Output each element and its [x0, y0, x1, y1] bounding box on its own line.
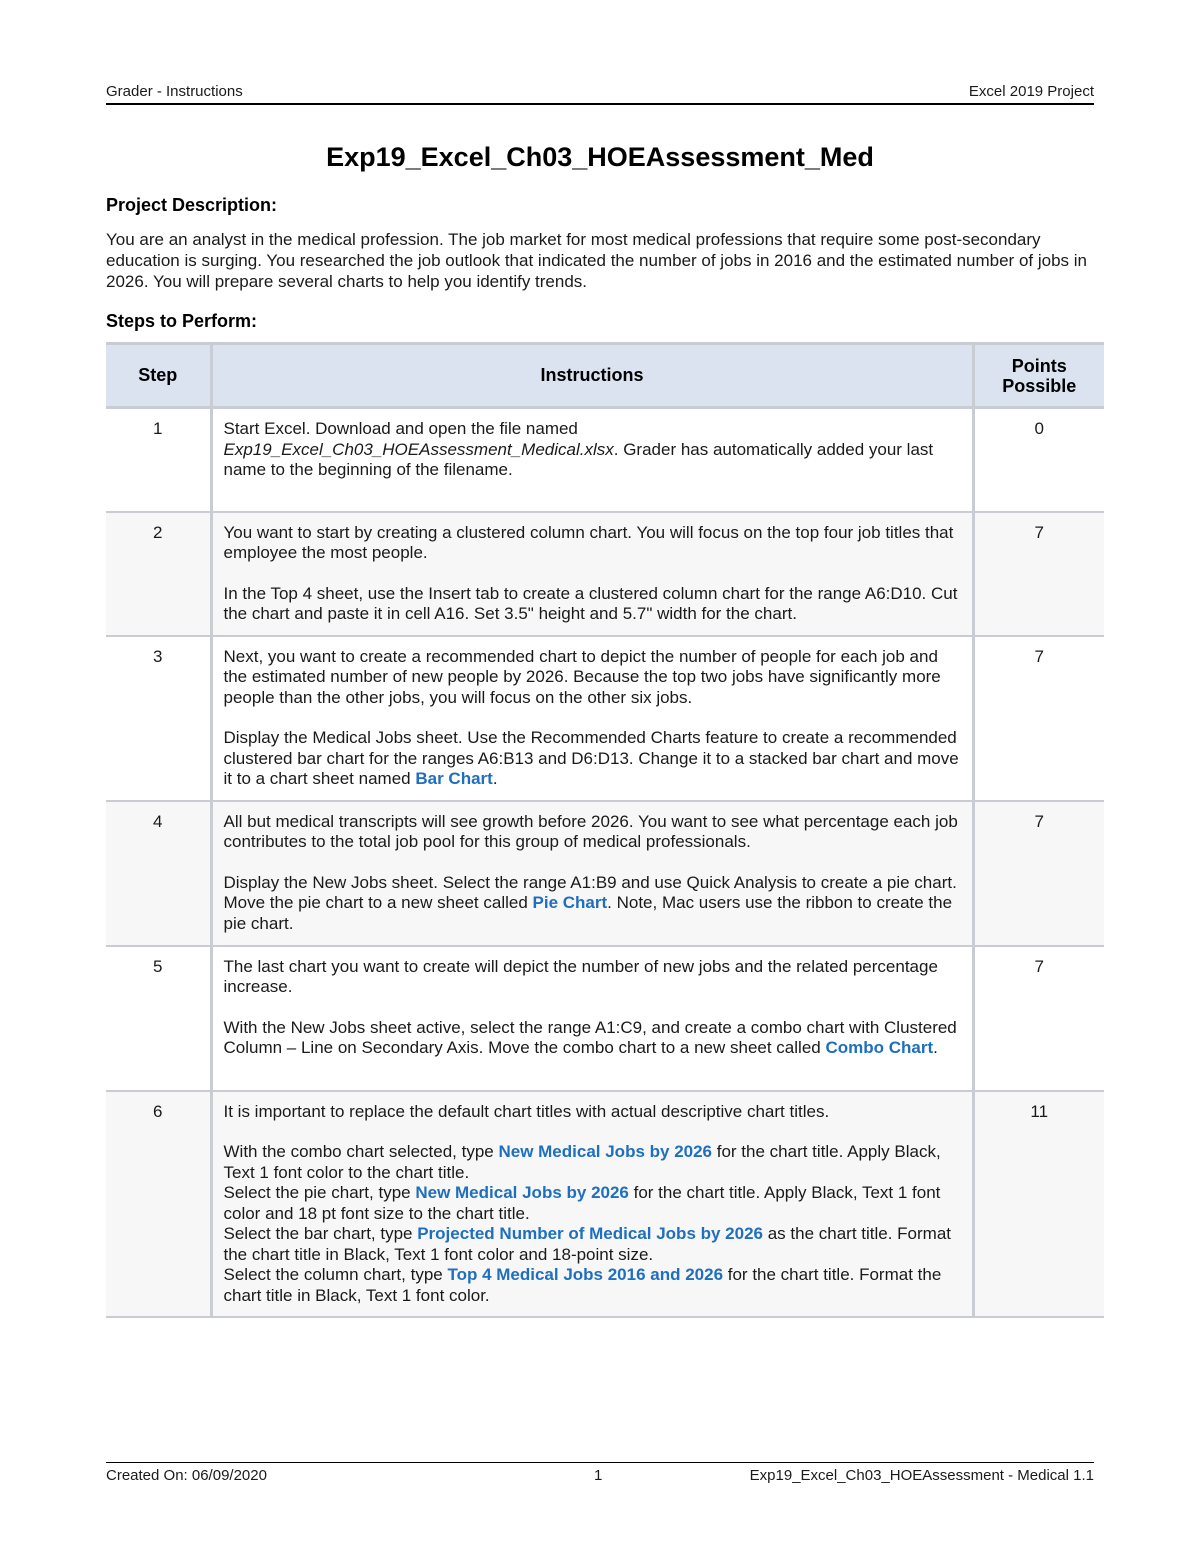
- instruction-paragraph: [224, 728, 960, 790]
- step-points: 7: [973, 636, 1104, 801]
- footer-created: Created On: 06/09/2020: [106, 1467, 267, 1484]
- highlight-term: New Medical Jobs by 2026: [498, 1142, 713, 1161]
- step-number: 3: [106, 636, 211, 801]
- step-instructions: [211, 801, 973, 946]
- instruction-paragraph: [224, 873, 960, 935]
- table-row: [106, 636, 1104, 801]
- table-header-row: [106, 344, 1104, 408]
- instruction-paragraph: [224, 1018, 960, 1059]
- instruction-paragraph: Next, you want to create a recommended chart to depict the number of people for each job and the estimated number of new people by 2026. Because the top two jobs have significantly more people than the other jobs, you will focus on the other six jobs.: [223, 646, 941, 707]
- step-instructions: [211, 512, 973, 636]
- step-instructions: [211, 946, 973, 1091]
- step-number: 6: [106, 1091, 211, 1318]
- header-right: Excel 2019 Project: [968, 83, 1094, 100]
- highlight-term: Top 4 Medical Jobs 2016 and 2026: [447, 1265, 724, 1284]
- document-title: Exp19_Excel_Ch03_HOEAssessment_Med: [326, 142, 874, 172]
- instruction-text: as the chart title. Format the chart title in Black, Text 1 font color and 18-point size.: [223, 1224, 952, 1264]
- instruction-line: [224, 1224, 960, 1265]
- table-row: [106, 801, 1104, 946]
- instruction-text: .: [492, 769, 498, 788]
- instruction-text: With the combo chart selected, type: [223, 1142, 499, 1161]
- highlight-term: New Medical Jobs by 2026: [415, 1183, 629, 1202]
- col-header-step: Step: [106, 344, 211, 408]
- steps-heading: Steps to Perform:: [106, 311, 258, 331]
- instruction-paragraph: The last chart you want to create will depict the number of new jobs and the related percentage increase.: [223, 956, 938, 996]
- footer-page-number: 1: [594, 1467, 603, 1484]
- step-points: 11: [973, 1091, 1104, 1318]
- instruction-paragraph: You want to start by creating a clustered column chart. You will focus on the top four job titles that employee the most people.: [223, 522, 954, 562]
- step-points: 7: [973, 512, 1104, 636]
- steps-table: [106, 342, 1104, 1318]
- step-number: 5: [106, 946, 211, 1091]
- table-row: [106, 408, 1104, 512]
- footer-doc-name: Exp19_Excel_Ch03_HOEAssessment - Medical 1.1: [749, 1467, 1094, 1484]
- project-description-text: You are an analyst in the medical profession. The job market for most medical professions that require some post-secondary education is surging. You researched the job outlook that indicated the number of jobs in 2016 and the estimated number of jobs in 2026. You will prepare several charts to help you identify trends.: [106, 230, 1087, 291]
- instruction-text: Start Excel. Download and open the file named: [223, 419, 578, 438]
- instruction-paragraph: [224, 1142, 960, 1306]
- instruction-text: Select the column chart, type: [223, 1265, 448, 1284]
- step-points: 7: [973, 946, 1104, 1091]
- instruction-text: .: [933, 1038, 938, 1057]
- instruction-text: for the chart title. Format the chart title in Black, Text 1 font color.: [223, 1265, 942, 1305]
- step-points: 0: [973, 408, 1104, 512]
- instruction-paragraph: It is important to replace the default chart titles with actual descriptive chart titles.: [223, 1101, 830, 1121]
- col-header-points: Points Possible: [973, 344, 1104, 408]
- instruction-paragraph: All but medical transcripts will see growth before 2026. You want to see what percentage each job contributes to the total job pool for this group of medical professionals.: [223, 811, 958, 851]
- instruction-text: for the chart title. Apply Black, Text 1 font color to the chart title.: [223, 1142, 941, 1182]
- table-row: [106, 512, 1104, 636]
- instruction-paragraph: In the Top 4 sheet, use the Insert tab to create a clustered column chart for the range A6:D10. Cut the chart and paste it in cell A16. Set 3.5" height and 5.7" width for the chart.: [223, 583, 958, 623]
- instruction-line: [224, 1183, 960, 1224]
- instruction-text: . Note, Mac users use the ribbon to create the pie chart.: [223, 893, 953, 933]
- step-instructions: [211, 1091, 973, 1318]
- step-number: 1: [106, 408, 211, 512]
- col-header-instructions: Instructions: [211, 344, 973, 408]
- highlight-term: Bar Chart: [415, 769, 493, 788]
- step-instructions: [211, 636, 973, 801]
- header-left: Grader - Instructions: [106, 83, 243, 100]
- instruction-filename: Exp19_Excel_Ch03_HOEAssessment_Medical.xlsx: [223, 439, 614, 459]
- instruction-text: Select the bar chart, type: [223, 1224, 418, 1243]
- table-row: [106, 1091, 1104, 1318]
- highlight-term: Projected Number of Medical Jobs by 2026: [417, 1224, 763, 1243]
- instruction-line: [224, 1142, 960, 1183]
- highlight-term: Combo Chart: [825, 1038, 934, 1057]
- step-points: 7: [973, 801, 1104, 946]
- page-header: [106, 83, 1094, 105]
- step-number: 4: [106, 801, 211, 946]
- instruction-line: [224, 1265, 960, 1306]
- instruction-text: for the chart title. Apply Black, Text 1 font color and 18 pt font size to the chart title.: [223, 1183, 941, 1223]
- step-instructions: [211, 408, 973, 512]
- table-row: [106, 946, 1104, 1091]
- step-number: 2: [106, 512, 211, 636]
- project-description-heading: Project Description:: [106, 195, 278, 215]
- instruction-text: . Grader has automatically added your last name to the beginning of the filename.: [223, 439, 934, 479]
- instruction-text: Display the Medical Jobs sheet. Use the Recommended Charts feature to create a recommended clustered bar chart for the ranges A6:B13 and D6:D13. Change it to a stacked bar chart and move it to a chart sheet named: [223, 728, 959, 788]
- instruction-text: Display the New Jobs sheet. Select the range A1:B9 and use Quick Analysis to create a pie chart. Move the pie chart to a new sheet called: [223, 872, 957, 912]
- highlight-term: Pie Chart: [532, 893, 608, 912]
- instruction-text: With the New Jobs sheet active, select the range A1:C9, and create a combo chart with Clustered Column – Line on Secondary Axis. Move the combo chart to a new sheet called: [223, 1017, 957, 1057]
- instruction-text: Select the pie chart, type: [223, 1183, 416, 1202]
- page-footer: [106, 1462, 1094, 1489]
